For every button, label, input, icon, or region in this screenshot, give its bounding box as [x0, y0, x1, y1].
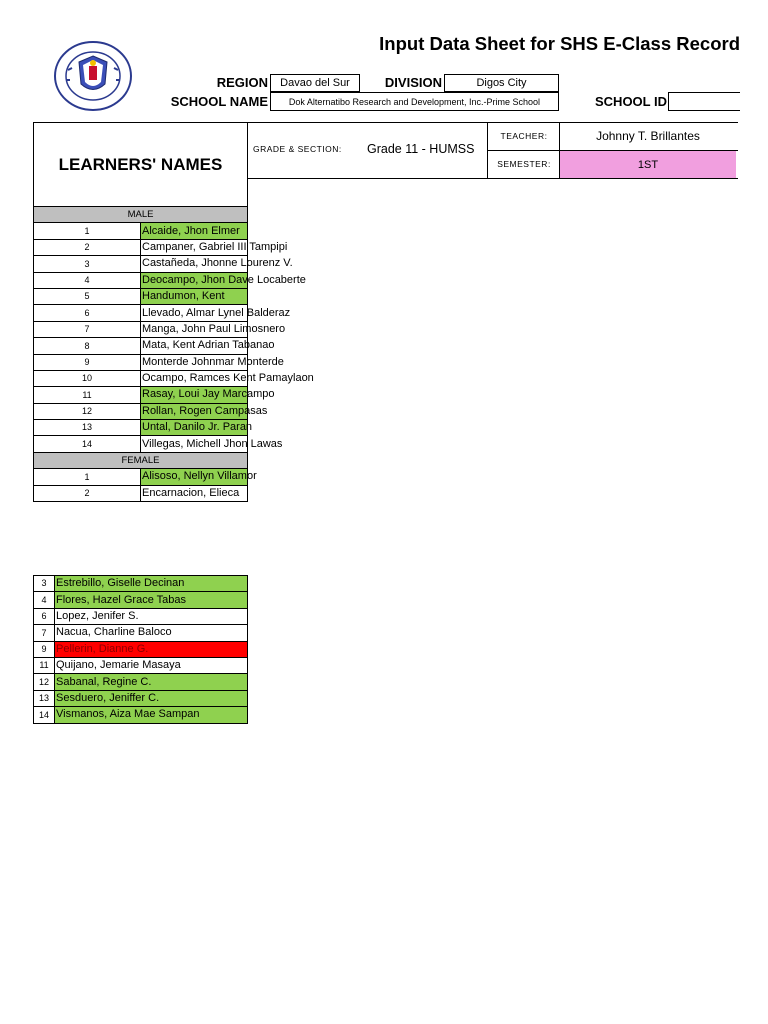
learner-name-cell[interactable]: Alcaide, Jhon Elmer: [141, 223, 248, 239]
learner-name-cell[interactable]: Vismanos, Aiza Mae Sampan: [55, 707, 248, 723]
row-number: 2: [34, 485, 141, 501]
school-id-label: SCHOOL ID: [595, 94, 667, 109]
learners-names-title: LEARNERS' NAMES: [33, 122, 248, 207]
learner-row[interactable]: [34, 657, 248, 673]
learner-name-cell[interactable]: Encarnacion, Elieca: [141, 485, 248, 501]
row-number: 1: [34, 469, 141, 485]
row-number: 2: [34, 239, 141, 255]
teacher-value[interactable]: Johnny T. Brillantes: [596, 129, 700, 143]
learner-name-cell[interactable]: Handumon, Kent: [141, 288, 248, 304]
learner-row[interactable]: [34, 707, 248, 723]
page-title: Input Data Sheet for SHS E-Class Record: [379, 33, 740, 54]
learner-row[interactable]: [34, 576, 248, 592]
learner-row[interactable]: [34, 436, 248, 452]
row-number: 3: [34, 576, 55, 592]
learner-name-cell[interactable]: Mata, Kent Adrian Tabanao: [141, 338, 248, 354]
learners-table-continued: [33, 575, 248, 724]
grade-section-label: GRADE & SECTION:: [253, 144, 342, 154]
region-field[interactable]: Davao del Sur: [270, 74, 360, 92]
learner-row[interactable]: [34, 690, 248, 706]
learner-row[interactable]: [34, 354, 248, 370]
learner-row[interactable]: [34, 288, 248, 304]
learner-row[interactable]: [34, 403, 248, 419]
row-number: 8: [34, 338, 141, 354]
section-label: FEMALE: [34, 452, 248, 468]
learner-row[interactable]: [34, 641, 248, 657]
learner-name-cell[interactable]: Pellerin, Dianne G.: [55, 641, 248, 657]
learner-name-cell[interactable]: Manga, John Paul Limosnero: [141, 321, 248, 337]
learner-name-cell[interactable]: Estrebillo, Giselle Decinan: [55, 576, 248, 592]
section-label: MALE: [34, 207, 248, 223]
learner-name-cell[interactable]: Monterde Johnmar Monterde: [141, 354, 248, 370]
learner-name-cell[interactable]: Villegas, Michell Jhon Lawas: [141, 436, 248, 452]
learner-name-cell[interactable]: Deocampo, Jhon Dave Locaberte: [141, 272, 248, 288]
row-number: 3: [34, 256, 141, 272]
learner-name-cell[interactable]: Campaner, Gabriel III Tampipi: [141, 239, 248, 255]
learner-row[interactable]: [34, 223, 248, 239]
row-number: 7: [34, 625, 55, 641]
learner-name-cell[interactable]: Flores, Hazel Grace Tabas: [55, 592, 248, 608]
row-number: 9: [34, 641, 55, 657]
row-number: 12: [34, 674, 55, 690]
school-name-field[interactable]: Dok Alternatibo Research and Development, Inc.-Prime School: [270, 92, 559, 111]
learner-name-cell[interactable]: Rollan, Rogen Campasas: [141, 403, 248, 419]
learner-row[interactable]: [34, 625, 248, 641]
row-number: 4: [34, 272, 141, 288]
semester-label: SEMESTER:: [497, 159, 551, 169]
learner-name-cell[interactable]: Lopez, Jenifer S.: [55, 608, 248, 624]
learner-name-cell[interactable]: Rasay, Loui Jay Marcampo: [141, 387, 248, 403]
learner-row[interactable]: [34, 485, 248, 501]
learner-name-cell[interactable]: Ocampo, Ramces Kent Pamaylaon: [141, 370, 248, 386]
learner-row[interactable]: [34, 420, 248, 436]
learner-row[interactable]: [34, 338, 248, 354]
row-number: 9: [34, 354, 141, 370]
semester-value[interactable]: 1ST: [560, 151, 736, 178]
row-number: 13: [34, 690, 55, 706]
learner-row[interactable]: [34, 674, 248, 690]
row-number: 5: [34, 288, 141, 304]
male-section-header: [34, 207, 248, 223]
learner-name-cell[interactable]: Nacua, Charline Baloco: [55, 625, 248, 641]
learner-row[interactable]: [34, 370, 248, 386]
row-number: 10: [34, 370, 141, 386]
division-label: DIVISION: [384, 75, 442, 90]
learner-name-cell[interactable]: Llevado, Almar Lynel Balderaz: [141, 305, 248, 321]
grade-section-value[interactable]: Grade 11 - HUMSS: [367, 142, 475, 156]
row-number: 1: [34, 223, 141, 239]
learner-row[interactable]: [34, 305, 248, 321]
region-label: REGION: [216, 75, 268, 90]
row-number: 14: [34, 436, 141, 452]
row-number: 7: [34, 321, 141, 337]
row-number: 11: [34, 387, 141, 403]
deped-seal-logo: [52, 40, 134, 112]
learner-row[interactable]: [34, 256, 248, 272]
learner-name-cell[interactable]: Sesduero, Jeniffer C.: [55, 690, 248, 706]
learner-name-cell[interactable]: Quijano, Jemarie Masaya: [55, 657, 248, 673]
teacher-label: TEACHER:: [500, 131, 548, 141]
female-section-header: [34, 452, 248, 468]
learner-row[interactable]: [34, 272, 248, 288]
learner-name-cell[interactable]: Untal, Danilo Jr. Paran: [141, 420, 248, 436]
row-number: 11: [34, 657, 55, 673]
row-number: 6: [34, 608, 55, 624]
learners-table: [33, 206, 314, 502]
division-field[interactable]: Digos City: [444, 74, 559, 92]
row-number: 12: [34, 403, 141, 419]
learner-name-cell[interactable]: Sabanal, Regine C.: [55, 674, 248, 690]
learner-name-cell[interactable]: Alisoso, Nellyn Villamor: [141, 469, 248, 485]
row-number: 4: [34, 592, 55, 608]
row-number: 14: [34, 707, 55, 723]
learner-name-cell[interactable]: Castañeda, Jhonne Lourenz V.: [141, 256, 248, 272]
learner-row[interactable]: [34, 592, 248, 608]
row-number: 13: [34, 420, 141, 436]
learner-row[interactable]: [34, 387, 248, 403]
learner-row[interactable]: [34, 608, 248, 624]
school-id-field[interactable]: [668, 92, 740, 111]
learner-row[interactable]: [34, 239, 248, 255]
school-name-label: SCHOOL NAME: [170, 94, 268, 109]
row-number: 6: [34, 305, 141, 321]
learner-row[interactable]: [34, 469, 248, 485]
learner-row[interactable]: [34, 321, 248, 337]
